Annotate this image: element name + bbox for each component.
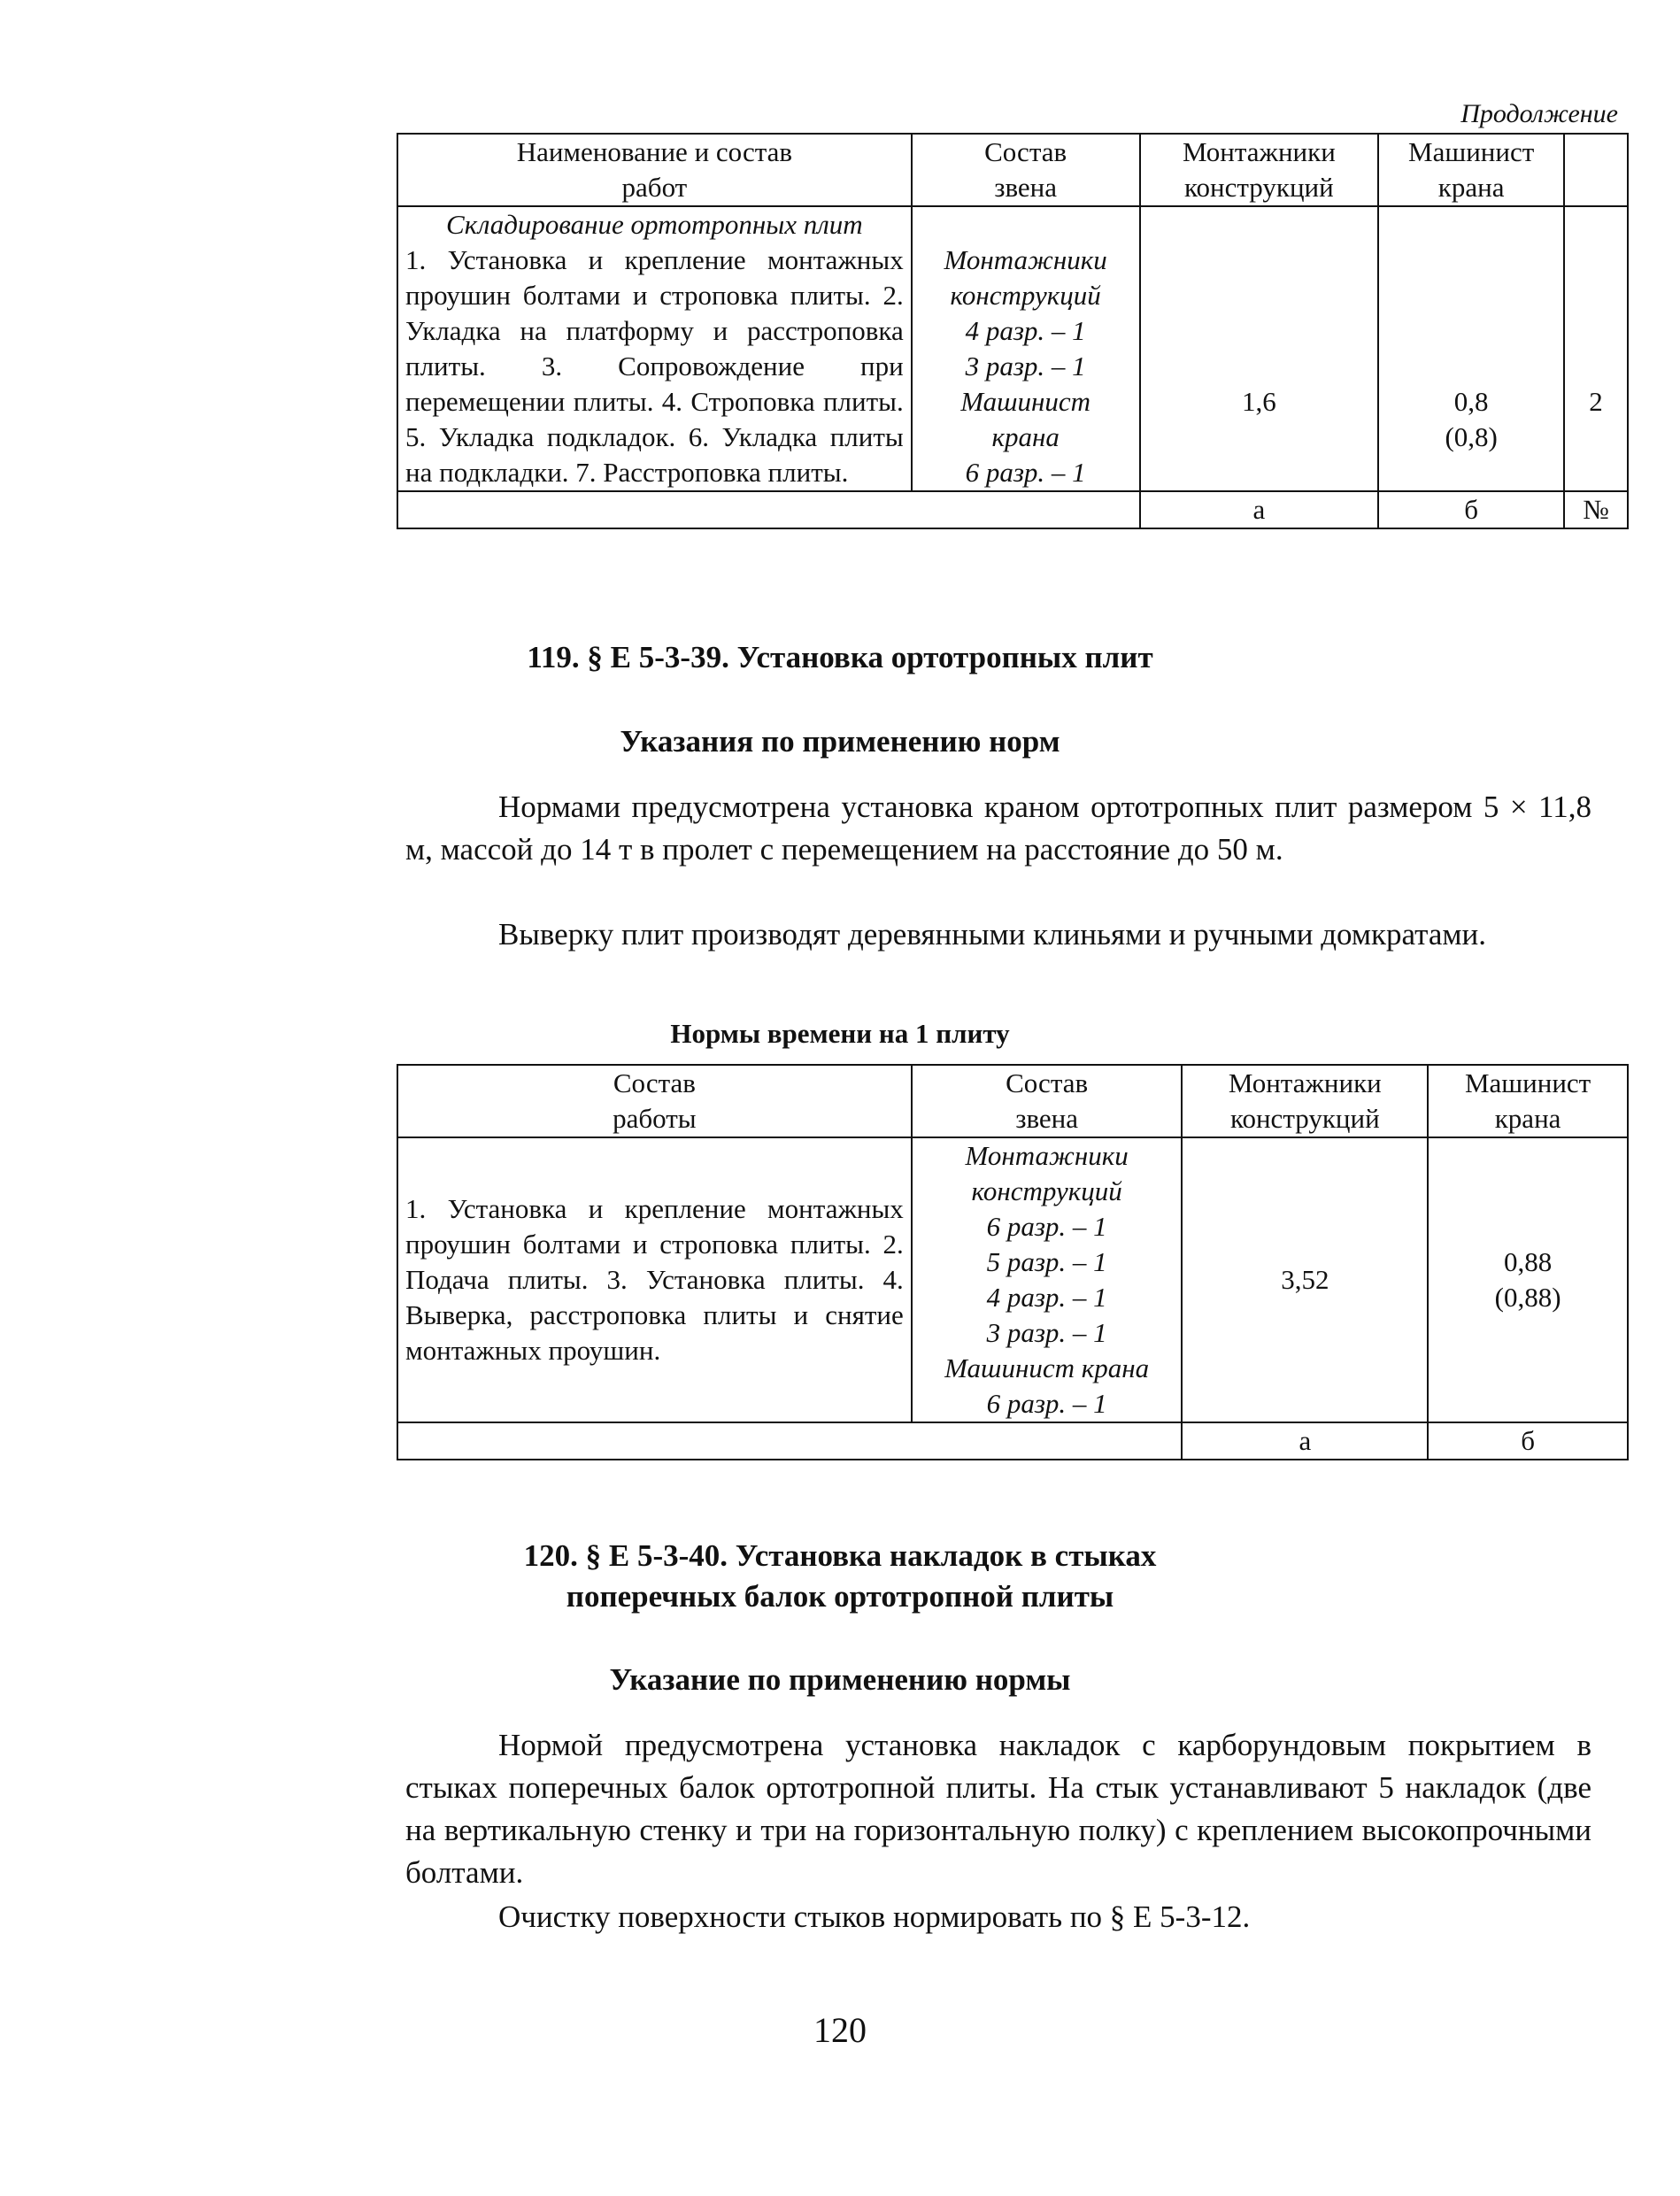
norms-table-per-plate [397,1064,1629,1460]
mounters-value: 3,52 [1182,1137,1428,1422]
work-text: 1. Установка и крепление монтажных проушин болтами и строповка плиты. 2. Укладка на платформу и расстроповка плиты. 3. Сопровождение при перемещении плиты. 4. Строповка плиты. 5. Укладка подкладок. 6. Укладка плиты на подкладки. 7. Расстроповка плиты. [405,244,904,488]
section-119-paragraph-2: Выверку плит производят деревянными клиньями и ручными домкратами. [498,917,1487,952]
operator-value: 0,88 (0,88) [1428,1137,1628,1422]
footer-a: а [1182,1422,1428,1460]
header-crew: Состав звена [912,1065,1183,1137]
mounters-value: 1,6 [1140,206,1379,491]
header-number [1564,134,1628,206]
norms-table-continued [397,133,1629,529]
header-operator: Машинист крана [1428,1065,1628,1137]
crew-composition: Монтажники конструкций 4 разр. – 1 3 разр. – 1 Машинист крана 6 разр. – 1 [912,206,1140,491]
work-description [397,206,912,491]
work-title: Складирование ортотропных плит [446,209,863,240]
footer-no: № [1564,491,1628,528]
footer-a: а [1140,491,1379,528]
crew-composition: Монтажники конструкций 6 разр. – 1 5 разр. – 1 4 разр. – 1 3 разр. – 1 Машинист крана 6 разр. – 1 [912,1137,1183,1422]
section-120-paragraph-2: Очистку поверхности стыков нормировать по § Е 5-3-12. [498,1899,1251,1934]
header-crew: Состав звена [912,134,1140,206]
work-description: 1. Установка и крепление монтажных проушин болтами и строповка плиты. 2. Подача плиты. 3. Установка плиты. 4. Выверка, расстроповка плиты и снятие монтажных проушин. [397,1137,912,1422]
header-operator: Машинист крана [1378,134,1564,206]
row-number: 2 [1564,206,1628,491]
operator-value: 0,8 (0,8) [1378,206,1564,491]
table-row [397,1137,1628,1422]
table-header-row [397,134,1628,206]
page-number: 120 [813,2010,867,2050]
header-mounters: Монтажники конструкций [1182,1065,1428,1137]
section-120-subtitle: Указание по применению нормы [609,1662,1071,1697]
section-120-paragraph-1: Нормой предусмотрена установка накладок с карборундовым покрытием в стыках поперечных балок ортотропной плиты. На стык устанавливают 5 накладок (две на вертикальную стенку и три на горизонтальную полку) с креплением высокопрочными болтами. [405,1728,1591,1890]
section-119-subtitle: Указания по применению норм [620,724,1060,759]
continuation-label: Продолжение [1460,99,1618,128]
section-120-title: 120. § Е 5-3-40. Установка накладок в стыках поперечных балок ортотропной плиты [523,1538,1157,1614]
footer-b: б [1378,491,1564,528]
table-caption: Нормы времени на 1 плиту [670,1018,1010,1049]
section-119-paragraph-1: Нормами предусмотрена установка краном ортотропных плит размером 5 × 11,8 м, массой до 14 т в пролет с перемещением на расстояние до 50 м. [405,790,1591,867]
header-work: Состав работы [397,1065,912,1137]
table-row [397,206,1628,491]
section-119-title: 119. § Е 5-3-39. Установка ортотропных плит [527,640,1153,674]
table-header-row [397,1065,1628,1137]
table-footer-row [397,1422,1628,1460]
header-work: Наименование и состав работ [397,134,912,206]
header-mounters: Монтажники конструкций [1140,134,1379,206]
footer-b: б [1428,1422,1628,1460]
table-footer-row [397,491,1628,528]
